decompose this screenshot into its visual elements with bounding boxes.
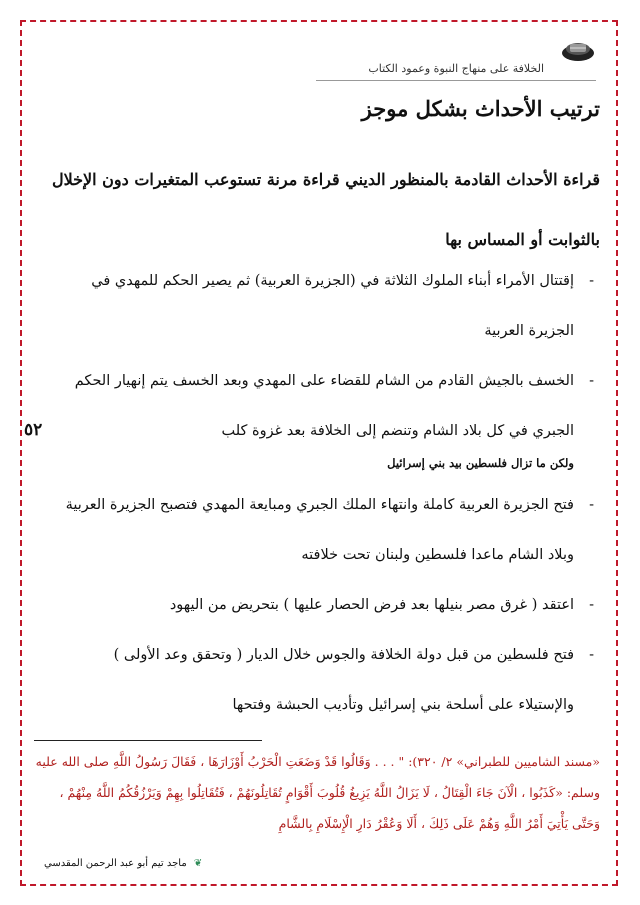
- list-item: [64, 480, 594, 580]
- list-item-text: اعتقد ( غرق مصر بنيلها بعد فرض الحصار عليها ) بتحريض من اليهود: [169, 597, 574, 613]
- bullet-dash: -: [589, 273, 594, 289]
- list-item: [64, 356, 594, 456]
- list-item: [64, 256, 594, 356]
- book-logo-icon: [560, 38, 596, 64]
- events-list: [64, 256, 594, 730]
- author-name: ماجد تيم أبو عبد الرحمن المقدسي: [44, 858, 187, 869]
- footnote-divider: [34, 740, 262, 741]
- list-item-text: فتح فلسطين من قبل دولة الخلافة والجوس خلال الديار ( وتحقق وعد الأولى ) والإستيلاء على أسلحة بني إسرائيل وتأديب الحبشة وفتحها: [113, 647, 574, 713]
- header-divider: [316, 80, 596, 81]
- bullet-dash: -: [589, 497, 594, 513]
- header-text: الخلافة على منهاج النبوة وعمود الكتاب: [368, 62, 544, 75]
- bullet-dash: -: [589, 373, 594, 389]
- list-item: [64, 580, 594, 630]
- page-number: ٥٢: [24, 420, 43, 440]
- page-subtitle: قراءة الأحداث القادمة بالمنظور الديني قراءة مرنة تستوعب المتغيرات دون الإخلال بالثوابت أو المساس بها: [51, 170, 600, 249]
- bullet-dash: -: [589, 597, 594, 613]
- list-item-text: الخسف بالجيش القادم من الشام للقضاء على المهدي وبعد الخسف يتم إنهيار الحكم الجبري في كل بلاد الشام وتنضم إلى الخلافة بعد غزوة كلب: [74, 373, 574, 439]
- footnote: «مسند الشاميين للطبراني» ٢/ ٣٢٠): " . . . وَقَالُوا قَدْ وَضَعَتِ الْحَرْبُ أَوْزَارَهَا ، فَقَالَ رَسُولُ اللَّهِ صلى الله عليه وسلم: «كَذَبُوا ، الْآنَ جَاءَ الْقِتَالُ ، لَا يَزَالُ اللَّهُ يَزِيغُ قُلُوبَ أَقْوَامٍ تُقَاتِلُونَهُمْ ، فَتُقَاتِلُوا بِهِمْ وَيَرْزُقُكُمُ اللَّهُ مِنْهُمْ ، وَحَتَّى يَأْتِيَ أَمْرُ اللَّهِ وَهُمْ عَلَى ذَلِكَ ، أَلَا وَعُقْرُ دَارِ الْإِسْلَامِ بِالشَّامِ: [35, 754, 600, 831]
- list-item-text: فتح الجزيرة العربية كاملة وانتهاء الملك الجبري ومبايعة المهدي فتصبح الجزيرة العربية وبلاد الشام ماعدا فلسطين ولبنان تحت خلافته: [65, 497, 574, 563]
- list-item: [64, 630, 594, 730]
- page-title: ترتيب الأحداث بشكل موجز: [361, 96, 600, 121]
- page-header: [316, 38, 596, 84]
- note-text: ولكن ما تزال فلسطين بيد بني إسرائيل: [387, 456, 574, 470]
- list-item-text: إقتتال الأمراء أبناء الملوك الثلاثة في (الجزيرة العربية) ثم يصير الحكم للمهدي في الجزيرة العربية: [91, 273, 574, 339]
- leaf-icon: ❦: [193, 858, 203, 869]
- author-credit: [44, 858, 202, 869]
- bullet-dash: -: [589, 647, 594, 663]
